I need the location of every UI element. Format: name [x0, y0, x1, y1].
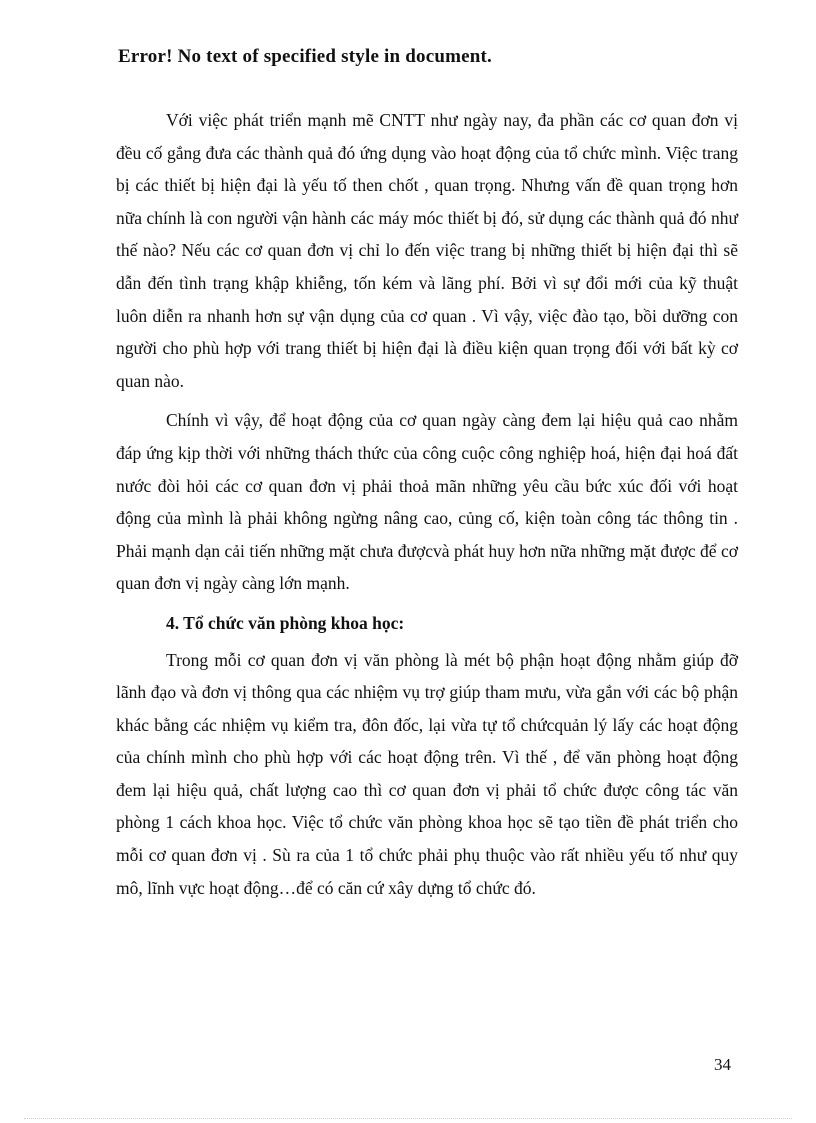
section-heading: 4. Tổ chức văn phòng khoa học:: [166, 612, 405, 633]
paragraph-3: Trong mỗi cơ quan đơn vị văn phòng là mét bộ phận hoạt động nhằm giúp đỡ lãnh đạo và đơn vị thông qua các nhiệm vụ trợ giúp tham mưu, vừa gắn với các bộ phận khác bằng các nhiệm vụ kiểm tra, đôn đốc, lại vừa tự tổ chứcquản lý lấy các hoạt động của chính mình cho phù hợp với các hoạt động trên. Vì thế , để văn phòng hoạt động đem lại hiệu quả, chất lượng cao thì cơ quan đơn vị phải tổ chức được công tác văn phòng 1 cách khoa học. Việc tổ chức văn phòng khoa học sẽ tạo tiền đề phát triển cho mỗi cơ quan đơn vị . Sù ra của 1 tổ chức phải phụ thuộc vào rất nhiều yếu tố như quy mô, lĩnh vực hoạt động…để có căn cứ xây dựng tổ chức đó.: [116, 649, 738, 898]
footer-divider: [24, 1118, 792, 1119]
running-header: Error! No text of specified style in document.: [118, 46, 493, 67]
paragraph-2: Chính vì vậy, để hoạt động của cơ quan ngày càng đem lại hiệu quả cao nhằm đáp ứng kịp thời với những thách thức của công cuộc công nghiệp hoá, hiện đại hoá đất nước đòi hỏi các cơ quan đơn vị phải thoả mãn những yêu cầu bức xúc đối với hoạt động của mình là phải không ngừng nâng cao, củng cố, kiện toàn công tác thông tin . Phải mạnh dạn cải tiến những mặt chưa đượcvà phát huy hơn nữa những mặt được để cơ quan đơn vị ngày càng lớn mạnh.: [116, 410, 738, 594]
body-text: [116, 104, 738, 911]
paragraph-1: Với việc phát triển mạnh mẽ CNTT như ngày nay, đa phần các cơ quan đơn vị đều cố gắng đưa các thành quả đó ứng dụng vào hoạt động của tổ chức mình. Việc trang bị các thiết bị hiện đại là yếu tố then chốt , quan trọng. Nhưng vấn đề quan trọng hơn nữa chính là con người vận hành các máy móc thiết bị đó, sử dụng các thành quả đó như thế nào? Nếu các cơ quan đơn vị chỉ lo đến việc trang bị những thiết bị hiện đại thì sẽ dẫn đến tình trạng khập khiễng, tốn kém và lãng phí. Bởi vì sự đổi mới của kỹ thuật luôn diễn ra nhanh hơn sự vận dụng của cơ quan . Vì vậy, việc đào tạo, bồi dưỡng con người cho phù hợp với trang thiết bị hiện đại là điều kiện quan trọng đối với bất kỳ cơ quan nào.: [116, 110, 738, 391]
page-number: 34: [714, 1055, 731, 1074]
